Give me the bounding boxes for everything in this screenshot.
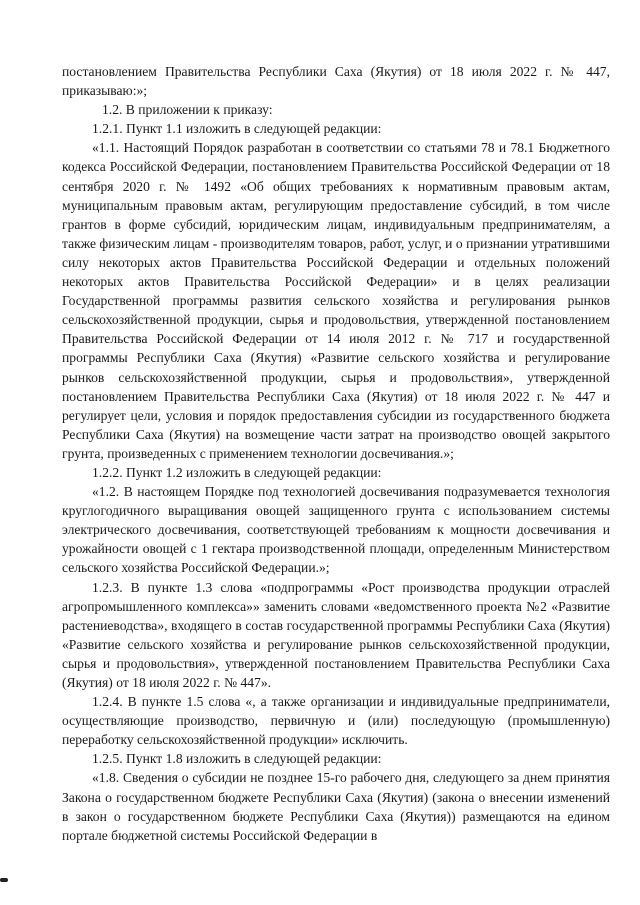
document-page <box>62 62 610 845</box>
paragraph-1-2-2: 1.2.2. Пункт 1.2 изложить в следующей редакции: <box>92 464 382 480</box>
paragraph-1-2-3: 1.2.3. В пункте 1.3 слова «подпрограммы «Рост производства продукции отраслей агропромышленного комплекса»» заменить словами «ведомственного проекта №2 «Развитие растениеводства», входящего в состав государственной программы Республики Саха (Якутия) «Развитие сельского хозяйства и регулирование рынков сельскохозяйственной продукции, сырья и продовольствия», утвержденной постановлением Правительства Республики Саха (Якутия) от 18 июля 2022 г. № 447». <box>62 579 610 690</box>
paragraph-1-2-5: 1.2.5. Пункт 1.8 изложить в следующей редакции: <box>92 751 382 767</box>
paragraph-1-2-text: «1.2. В настоящем Порядке под технологией досвечивания подразумевается технология круглогодичного выращивания овощей защищенного грунта с использованием системы электрического досвечивания, соответствующей требованиям к мощности досвечивания и урожайности овощей с 1 гектара производственной площади, определенным Министерством сельского хозяйства Российской Федерации.»; <box>62 484 610 576</box>
paragraph-preamble: постановлением Правительства Республики Саха (Якутия) от 18 июля 2022 г. № 447, приказываю:»; <box>62 64 610 99</box>
paragraph-1-2-4: 1.2.4. В пункте 1.5 слова «, а также организации и индивидуальные предприниматели, осуществляющие производство, первичную и (или) последующую (промышленную) переработку сельскохозяйственной продукции» исключить. <box>62 694 610 748</box>
paragraph-1-8-text: «1.8. Сведения о субсидии не позднее 15-го рабочего дня, следующего за днем принятия Закона о государственном бюджете Республики Саха (Якутия) (закона о внесении изменений в закон о государственном бюджете Республики Саха (Якутия)) размещаются на едином портале бюджетной системы Российской Федерации в <box>62 770 610 843</box>
scan-margin-mark <box>0 878 8 882</box>
paragraph-1-1-text: «1.1. Настоящий Порядок разработан в соответствии со статьями 78 и 78.1 Бюджетного кодекса Российской Федерации, постановлением Правительства Российской Федерации от 18 сентября 2020 г. № 1492 «Об общих требованиях к нормативным правовым актам, муниципальным правовым актам, регулирующим предоставление субсидий, в том числе грантов в форме субсидий, юридическим лицам, индивидуальным предпринимателям, а также физическим лицам - производителям товаров, работ, услуг, и о признании утратившими силу некоторых актов Правительства Российской Федерации и отдельных положений некоторых актов Правительства Российской Федерации» и в целях реализации Государственной программы развития сельского хозяйства и регулирования рынков сельскохозяйственной продукции, сырья и продовольствия, утвержденной постановлением Правительства Российской Федерации от 14 июля 2012 г. № 717 и государственной программы Республики Саха (Якутия) «Развитие сельского хозяйства и регулирование рынков сельскохозяйственной продукции, сырья и продовольствия», утвержденной постановлением Правительства Республики Саха (Якутия) от 18 июля 2022 г. № 447 и регулирует цели, условия и порядок предоставления субсидии из государственного бюджета Республики Саха (Якутия) на возмещение части затрат на производство овощей закрытого грунта, произведенных с применением технологии досвечивания.»; <box>62 140 610 461</box>
paragraph-1-2-1: 1.2.1. Пункт 1.1 изложить в следующей редакции: <box>92 121 382 137</box>
paragraph-1-2: 1.2. В приложении к приказу: <box>102 102 273 118</box>
